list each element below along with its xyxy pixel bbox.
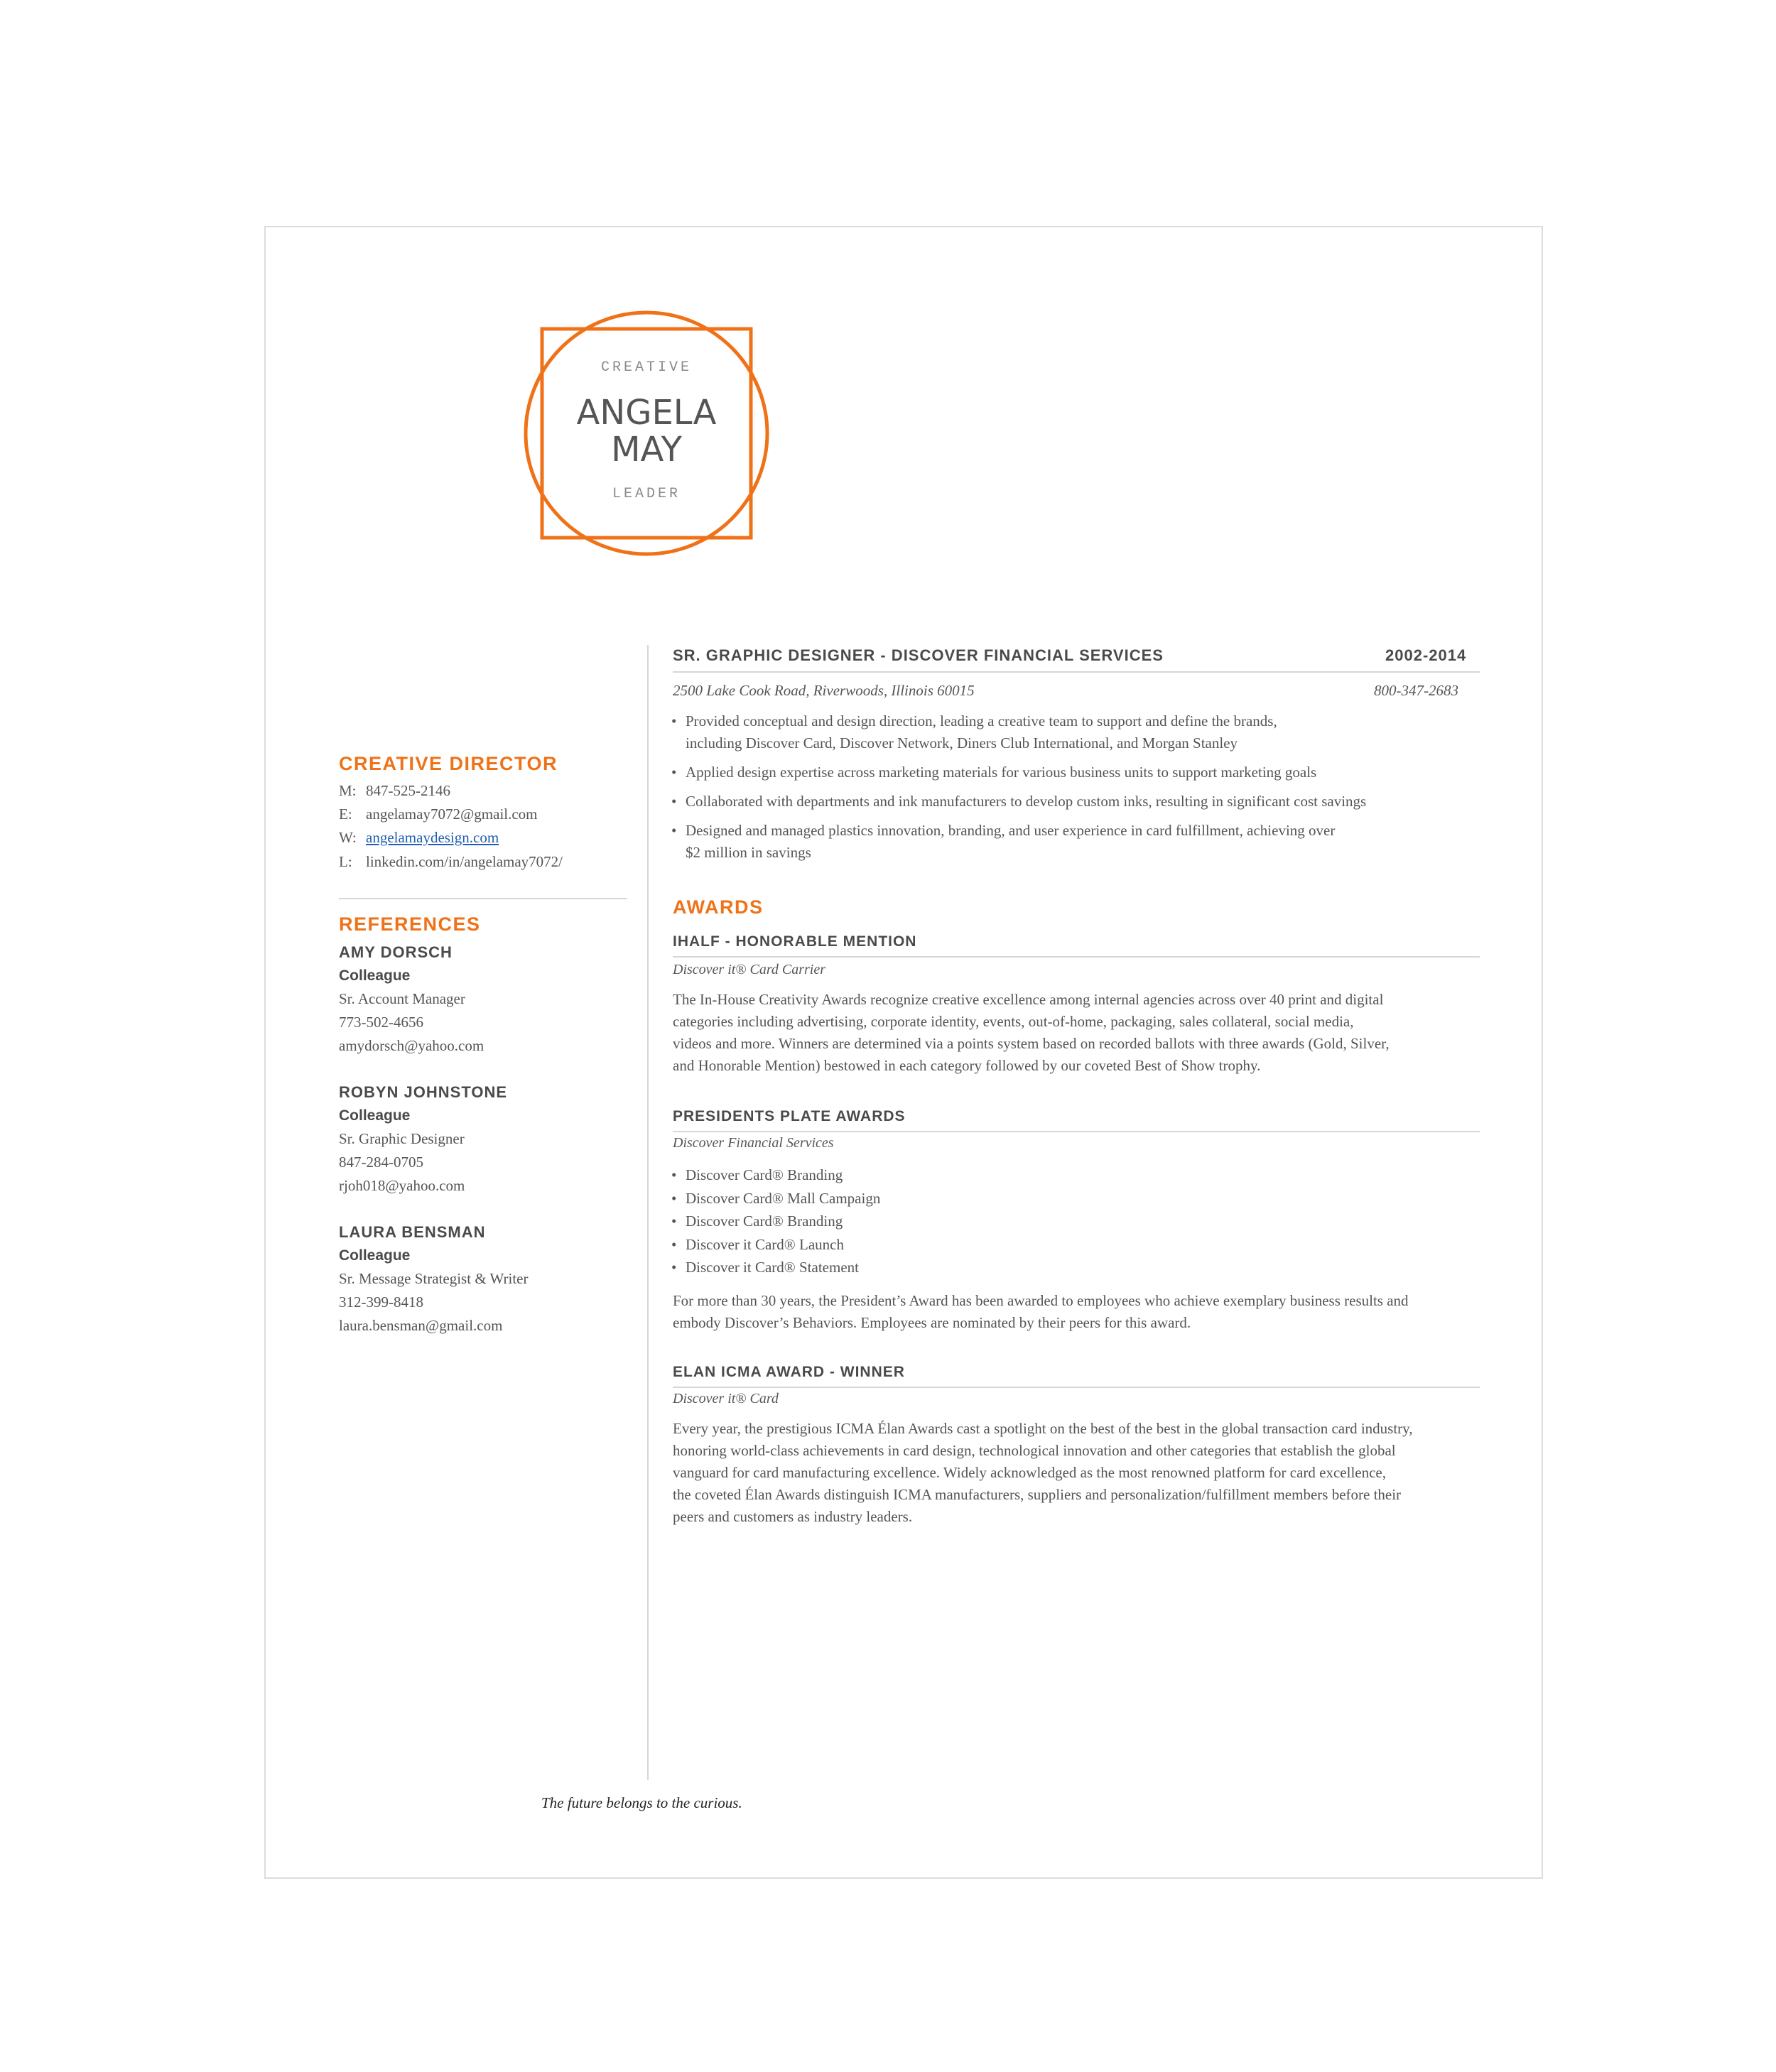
paragraph-line: honoring world-class achievements in card design, technological innovation and other categories that establish the global [673,1442,1396,1459]
reference-name: LAURA BENSMAN [339,1223,486,1241]
list-item: • Discover it Card® Statement [671,1259,859,1276]
presidents-list [671,1164,880,1279]
reference-phone: 773-502-4656 [339,1014,423,1031]
reference-title: Sr. Graphic Designer [339,1130,465,1147]
reference-phone: 312-399-8418 [339,1293,423,1311]
reference-title: Sr. Account Manager [339,990,465,1007]
reference-email: amydorsch@yahoo.com [339,1037,484,1054]
reference-entry [339,1081,507,1198]
reference-name: AMY DORSCH [339,943,453,961]
presidents-description [673,1290,1409,1334]
logo-bottom-tag: LEADER [612,486,681,502]
contact-value[interactable]: angelamay7072@gmail.com [366,806,538,823]
contact-website [339,829,499,847]
contact-key: L: [339,853,352,870]
ihalf-description [673,989,1390,1077]
contact-value: 847-525-2146 [366,782,450,799]
reference-email: rjoh018@yahoo.com [339,1177,465,1194]
website-link[interactable]: angelamaydesign.com [366,829,499,846]
paragraph-line: Every year, the prestigious ICMA Élan Awards cast a spotlight on the best of the best in the global transaction card industry, [673,1420,1413,1437]
column-divider [647,645,649,1780]
paragraph-line: and Honorable Mention) bestowed in each category followed by our coveted Best of Show trophy. [673,1057,1261,1074]
reference-email: laura.bensman@gmail.com [339,1317,503,1334]
list-item: • Discover Card® Branding [671,1166,843,1183]
ihalf-rule [673,956,1480,958]
job-bullet: • Collaborated with departments and ink manufacturers to develop custom inks, resulting in significant cost savings [671,793,1367,810]
bullet-text: Provided conceptual and design direction, leading a creative team to support and define the brands, [686,712,1277,729]
job-years: 2002-2014 [1385,646,1467,664]
job-bullet: • Applied design expertise across marketing materials for various business units to support marketing goals [671,764,1317,781]
contact-value[interactable]: linkedin.com/in/angelamay7072/ [366,853,563,870]
reference-title: Sr. Message Strategist & Writer [339,1270,529,1287]
logo-top-tag: CREATIVE [600,359,692,376]
references-title: REFERENCES [339,913,481,935]
elan-rule [673,1387,1480,1388]
bullet-text: Designed and managed plastics innovation, branding, and user experience in card fulfillment, achieving over [686,822,1336,839]
bullet-text: including Discover Card, Discover Network, Diners Club International, and Morgan Stanley [686,734,1238,752]
job-bullet: • Provided conceptual and design direction, leading a creative team to support and define the brands, including Discover Card, Discover Network, Diners Club International, and Morgan Stanley [671,712,1277,752]
paragraph-line: vanguard for card manufacturing excellence. Widely acknowledged as the most renowned platform for card excellence, [673,1464,1386,1481]
paragraph-line: peers and customers as industry leaders. [673,1508,913,1525]
contact-key: M: [339,782,357,799]
logo-name-line1: ANGELA [576,393,717,433]
reference-entry [339,1221,528,1338]
bullet-text: $2 million in savings [686,844,811,861]
elan-heading: ELAN ICMA AWARD - WINNER [673,1364,905,1380]
job-phone: 800-347-2683 [1374,682,1458,699]
reference-entry [339,941,484,1058]
paragraph-line: categories including advertising, corporate identity, events, out-of-home, packaging, sales collateral, social media, [673,1013,1354,1030]
elan-subtitle: Discover it® Card [673,1391,779,1406]
footer-quote: The future belongs to the curious. [541,1794,742,1811]
sidebar-divider [339,898,627,899]
reference-phone: 847-284-0705 [339,1154,423,1171]
paragraph-line: The In-House Creativity Awards recognize creative excellence among internal agencies across over 40 print and digital [673,991,1384,1008]
job-rule [673,671,1480,673]
reference-name: ROBYN JOHNSTONE [339,1083,508,1101]
list-item: • Discover Card® Branding [671,1213,843,1230]
job-title: SR. GRAPHIC DESIGNER - DISCOVER FINANCIAL SERVICES [673,646,1164,664]
sidebar-title: CREATIVE DIRECTOR [339,753,558,774]
reference-relation: Colleague [339,1247,411,1264]
job-bullet: • Designed and managed plastics innovation, branding, and user experience in card fulfillment, achieving over $2 million in savings [671,822,1336,861]
contact-email [339,806,538,823]
list-item: • Discover Card® Mall Campaign [671,1189,881,1207]
contact-mobile [339,782,450,800]
paragraph-line: For more than 30 years, the President’s Award has been awarded to employees who achieve exemplary business results and [673,1292,1409,1309]
bullet-text: Applied design expertise across marketing materials for various business units to support marketing goals [686,764,1317,781]
ihalf-subtitle: Discover it® Card Carrier [673,962,826,977]
awards-title: AWARDS [673,896,764,918]
presidents-heading: PRESIDENTS PLATE AWARDS [673,1108,906,1124]
logo-name-line2: MAY [611,430,682,470]
contact-key: E: [339,806,352,823]
presidents-rule [673,1131,1480,1132]
job-address: 2500 Lake Cook Road, Riverwoods, Illinois 60015 [673,682,975,699]
reference-relation: Colleague [339,1107,411,1124]
list-item: • Discover it Card® Launch [671,1235,844,1253]
contact-linkedin [339,853,563,871]
logo [523,310,770,557]
ihalf-heading: IHALF - HONORABLE MENTION [673,933,917,950]
paragraph-line: videos and more. Winners are determined via a points system based on recorded ballots with three awards (Gold, Silver, [673,1035,1390,1052]
paragraph-line: embody Discover’s Behaviors. Employees are nominated by their peers for this award. [673,1314,1191,1331]
paragraph-line: the coveted Élan Awards distinguish ICMA manufacturers, suppliers and personalization/fulfillment members before their [673,1486,1402,1503]
reference-relation: Colleague [339,967,411,984]
contact-key: W: [339,829,357,846]
elan-description [673,1418,1413,1528]
presidents-subtitle: Discover Financial Services [673,1135,834,1151]
bullet-text: Collaborated with departments and ink manufacturers to develop custom inks, resulting in significant cost savings [686,793,1367,810]
